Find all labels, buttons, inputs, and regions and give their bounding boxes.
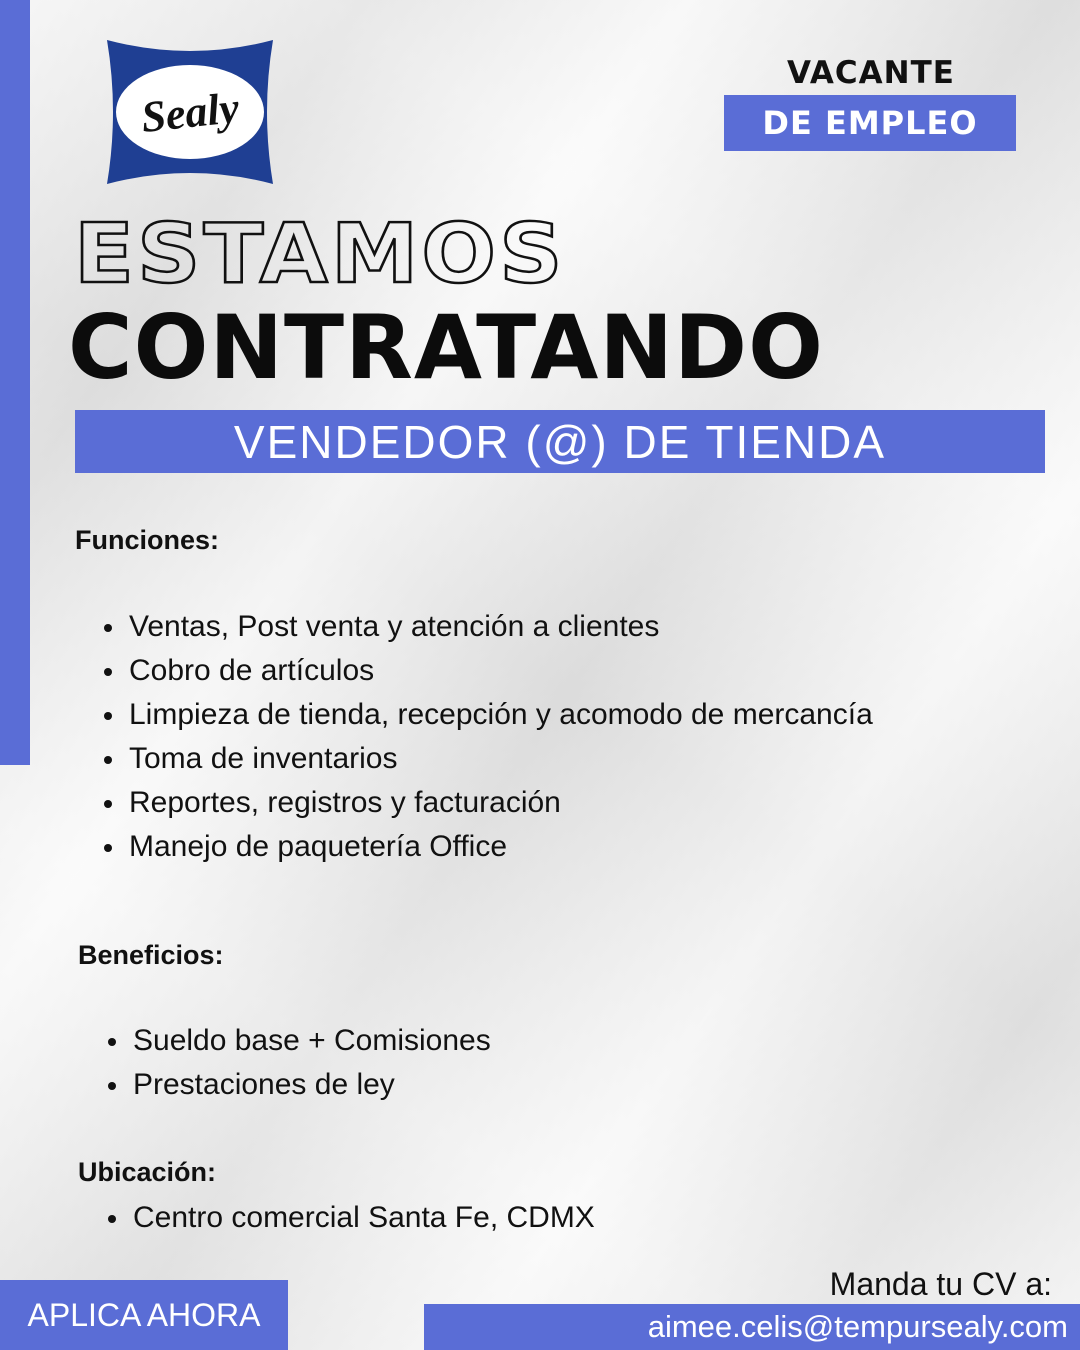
headline-outline: ESTAMOS <box>74 207 566 302</box>
vacancy-badge-label: DE EMPLEO <box>762 104 978 142</box>
beneficios-list <box>78 1019 491 1107</box>
headline-main: CONTRATANDO <box>68 296 824 399</box>
contact-email: aimee.celis@tempursealy.com <box>647 1309 1068 1344</box>
list-item: Ventas, Post venta y atención a clientes <box>74 605 873 649</box>
apply-now-banner <box>0 1280 288 1350</box>
vacancy-badge <box>724 95 1016 151</box>
funciones-list <box>74 605 873 869</box>
apply-now-label: APLICA AHORA <box>27 1296 261 1333</box>
sealy-logo <box>101 36 279 188</box>
ubicacion-list <box>78 1196 595 1240</box>
list-item: Sueldo base + Comisiones <box>78 1019 491 1063</box>
list-item: Manejo de paquetería Office <box>74 825 873 869</box>
vacancy-title: VACANTE <box>787 55 955 91</box>
list-item: Prestaciones de ley <box>78 1063 491 1107</box>
list-item: Toma de inventarios <box>74 737 873 781</box>
list-item: Centro comercial Santa Fe, CDMX <box>78 1196 595 1240</box>
list-item: Cobro de artículos <box>74 649 873 693</box>
ubicacion-heading: Ubicación: <box>78 1157 217 1187</box>
role-banner <box>75 410 1045 473</box>
svg-text:Sealy: Sealy <box>138 83 242 142</box>
funciones-heading: Funciones: <box>75 525 220 555</box>
email-banner <box>424 1304 1080 1350</box>
beneficios-heading: Beneficios: <box>78 940 224 970</box>
left-accent-bar <box>0 0 30 765</box>
list-item: Limpieza de tienda, recepción y acomodo de mercancía <box>74 693 873 737</box>
send-cv-label: Manda tu CV a: <box>829 1266 1052 1302</box>
role-title: VENDEDOR (@) DE TIENDA <box>233 415 887 468</box>
list-item: Reportes, registros y facturación <box>74 781 873 825</box>
